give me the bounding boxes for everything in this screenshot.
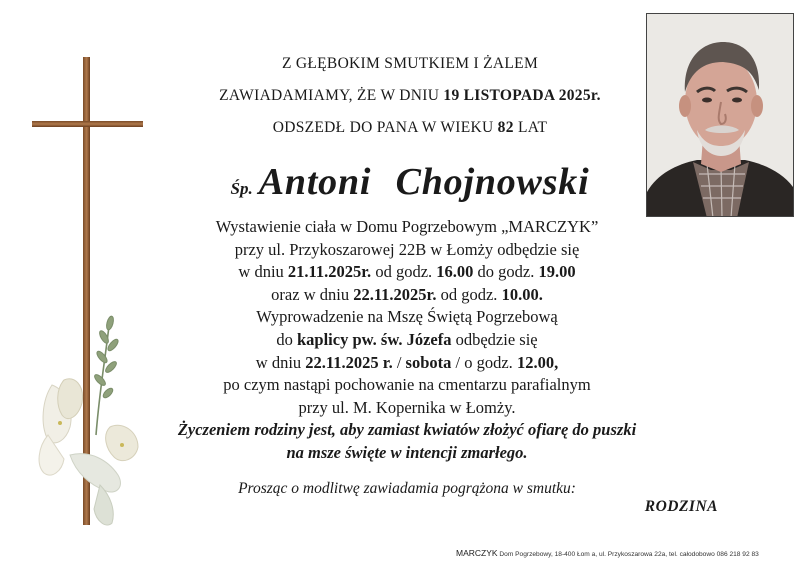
family-signature: RODZINA bbox=[644, 498, 718, 515]
name-prefix: Śp. bbox=[230, 179, 253, 198]
viewing-date-1: w dniu 21.11.2025r. od godz. 16.00 do godz. 19.00 bbox=[238, 262, 576, 282]
mass-location: do kaplicy pw. św. Józefa odbędzie się bbox=[276, 329, 538, 349]
announcement-header bbox=[180, 48, 640, 144]
burial-info: po czym nastąpi pochowanie na cmentarzu parafialnym bbox=[223, 375, 591, 395]
closing-line: Prosząc o modlitwę zawiadamia pogrążona w smutku: bbox=[238, 480, 576, 497]
funeral-home-brand: MARCZYK bbox=[456, 548, 498, 558]
funeral-home-footer bbox=[456, 548, 759, 558]
header-line-2: ZAWIADAMIAMY, ŻE W DNIU 19 LISTOPADA 2025r. bbox=[219, 87, 601, 104]
cemetery-address: przy ul. M. Kopernika w Łomży. bbox=[298, 397, 516, 417]
death-date: 19 LISTOPADA 2025r. bbox=[443, 87, 601, 104]
mass-announcement: Wyprowadzenie na Mszę Świętą Pogrzebową bbox=[256, 307, 558, 327]
age: 82 bbox=[497, 119, 514, 136]
cross-with-lilies-image bbox=[30, 55, 145, 530]
deceased-name bbox=[190, 160, 630, 204]
funeral-home-contact: Dom Pogrzebowy, 18-400 Łom a, ul. Przykoszarowa 22a, tel. całodobowo 086 218 92 83 bbox=[497, 551, 759, 558]
family-wish-2: na msze święte w intencji zmarłego. bbox=[286, 442, 528, 462]
cross-horizontal-beam bbox=[32, 121, 143, 127]
mass-date: w dniu 22.11.2025 r. / sobota / o godz. 12.00, bbox=[255, 352, 559, 372]
viewing-location: Wystawienie ciała w Domu Pogrzebowym „MARCZYK” bbox=[215, 217, 599, 236]
funeral-details bbox=[170, 216, 644, 465]
leaves-icon bbox=[93, 315, 120, 435]
family-wish-1: Życzeniem rodziny jest, aby zamiast kwiatów złożyć ofiarę do puszki bbox=[177, 420, 637, 440]
viewing-address: przy ul. Przykoszarowej 22B w Łomży odbędzie się bbox=[234, 239, 580, 259]
portrait-photo bbox=[646, 13, 794, 217]
full-name: Antoni Chojnowski bbox=[258, 161, 590, 203]
viewing-date-2: oraz w dniu 22.11.2025r. od godz. 10.00. bbox=[271, 284, 543, 304]
header-line-3: ODSZEDŁ DO PANA W WIEKU 82 LAT bbox=[272, 119, 548, 136]
portrait-man-icon bbox=[647, 14, 794, 217]
header-line-1: Z GŁĘBOKIM SMUTKIEM I ŻALEM bbox=[281, 55, 539, 72]
